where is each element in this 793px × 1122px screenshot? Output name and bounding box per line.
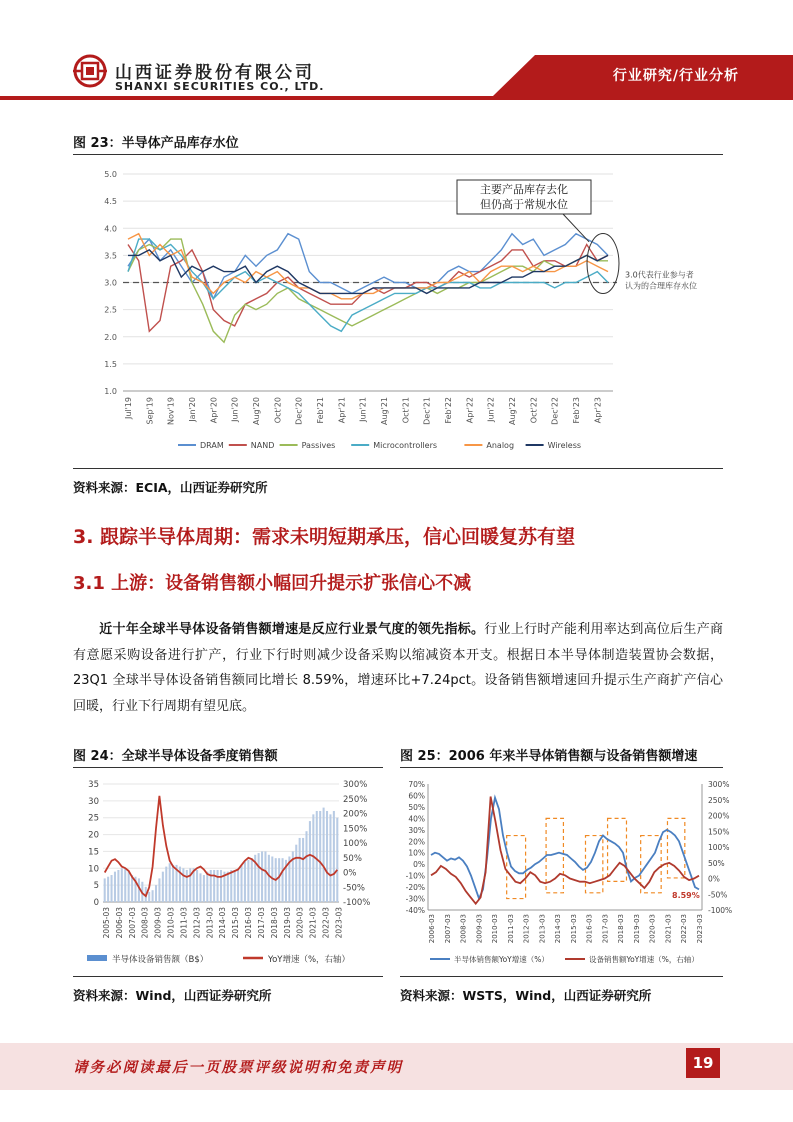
x-tick-label: Oct'20 — [273, 397, 283, 424]
equipment-sales-bar — [244, 862, 246, 902]
left-y-tick-label: 35 — [88, 780, 99, 790]
x-tick-label: Dec'22 — [550, 397, 560, 425]
left-y-tick-label: 50% — [408, 802, 425, 812]
x-tick-label: 2023-03 — [696, 914, 704, 944]
left-y-tick-label: 20 — [88, 830, 99, 841]
footer-disclaimer: 请务必阅读最后一页股票评级说明和免责声明 — [73, 1059, 403, 1076]
equipment-sales-bar — [264, 851, 266, 902]
x-tick-label: Feb'21 — [316, 397, 325, 424]
left-y-tick-label: -10% — [405, 871, 425, 881]
cycle-highlight-box — [507, 836, 526, 899]
equipment-sales-bar — [282, 858, 284, 902]
equipment-sales-bar — [155, 885, 157, 902]
x-tick-label: Aug'21 — [380, 397, 389, 425]
fig23-bottom-rule — [73, 468, 723, 469]
equipment-sales-bar — [234, 870, 236, 902]
reference-line-label: 认为的合理库存水位 — [625, 281, 697, 291]
x-tick-label: Sep'19 — [145, 397, 155, 425]
x-tick-label: Dec'21 — [422, 397, 432, 425]
fig24-source: 资料来源：Wind，山西证券研究所 — [73, 988, 272, 1003]
left-y-tick-label: 70% — [408, 780, 425, 789]
equipment-sales-bar — [227, 872, 229, 902]
left-y-tick-label: 30 — [88, 796, 99, 807]
x-tick-label: 2010-03 — [166, 907, 176, 939]
equipment-sales-bar — [295, 845, 297, 902]
x-tick-label: Apr'21 — [337, 397, 347, 424]
company-name-cn: 山西证券股份有限公司 — [115, 63, 315, 83]
x-tick-label: 2005-03 — [102, 907, 111, 939]
left-y-tick-label: -40% — [405, 906, 425, 915]
equipment-sales-yoy-line — [431, 797, 699, 904]
right-y-tick-label: 150% — [708, 827, 730, 837]
y-tick-label: 4.0 — [104, 224, 117, 234]
x-tick-label: 2022-03 — [680, 914, 689, 944]
legend-label: 设备销售额YoY增速（%，右轴） — [589, 955, 699, 964]
equipment-sales-bar — [336, 818, 338, 902]
equipment-sales-bar — [220, 870, 222, 902]
paragraph-body: 行业上行时产能利用率达到高位后生产商有意愿采购设备进行扩产，行业下行时则减少设备采购以缩减资本开支。根据日本半导体制造装置协会数据，23Q1 全球半导体设备销售额同比增长 8.59%，增速环比+7.24pct。设备销售额增速回升提示生产商扩产信心回暖，行业下行周期有望见底。 — [73, 622, 723, 714]
right-y-tick-label: 50% — [343, 853, 362, 864]
left-y-tick-label: 10 — [88, 864, 99, 875]
x-tick-label: 2012-03 — [192, 907, 202, 939]
equipment-sales-bar — [104, 878, 106, 902]
x-tick-label: 2021-03 — [664, 914, 673, 944]
legend-label: YoY增速（%，右轴） — [268, 955, 351, 965]
equipment-sales-bar — [199, 873, 201, 902]
x-tick-label: 2006-03 — [428, 914, 436, 944]
x-tick-label: Jun'21 — [358, 397, 368, 422]
x-tick-label: 2016-03 — [585, 914, 594, 944]
equipment-sales-bar — [124, 868, 126, 902]
equipment-sales-bar — [268, 855, 270, 902]
header-category: 行业研究/行业分析 — [612, 68, 739, 84]
equipment-sales-bar — [258, 853, 260, 902]
inventory-chart — [73, 158, 723, 460]
equipment-sales-bar — [316, 811, 318, 902]
x-tick-label: Jan'20 — [188, 397, 197, 422]
equipment-sales-bar — [305, 831, 307, 902]
y-tick-label: 2.5 — [104, 305, 117, 315]
equipment-sales-bar — [107, 877, 109, 902]
x-tick-label: 2009-03 — [475, 914, 484, 944]
right-y-tick-label: 200% — [343, 809, 368, 820]
x-tick-label: 2023-03 — [334, 907, 344, 939]
x-tick-label: 2016-03 — [244, 907, 254, 939]
semiconductor-sales-yoy-line — [431, 798, 699, 899]
x-tick-label: Apr'22 — [465, 397, 475, 424]
cycle-highlight-box — [585, 836, 602, 893]
x-tick-label: Jun'22 — [486, 397, 496, 422]
fig25-source: 资料来源：WSTS，Wind，山西证券研究所 — [400, 988, 652, 1003]
x-tick-label: 2017-03 — [601, 914, 610, 944]
legend-swatch-bar — [87, 955, 107, 961]
series-line-wireless — [128, 250, 608, 294]
right-y-tick-label: 250% — [343, 794, 368, 805]
fig23-top-rule — [73, 154, 723, 155]
equipment-sales-bar — [186, 870, 188, 902]
y-tick-label: 3.5 — [104, 251, 117, 261]
equipment-sales-bar — [237, 868, 239, 902]
equipment-sales-bar — [114, 872, 116, 902]
fig24-top-rule — [73, 767, 383, 768]
x-tick-label: 2013-03 — [538, 914, 547, 944]
x-tick-label: Apr'20 — [209, 397, 219, 424]
y-tick-label: 4.5 — [104, 197, 117, 207]
x-tick-label: 2020-03 — [295, 907, 305, 939]
equipment-sales-bar — [251, 858, 253, 902]
x-tick-label: 2022-03 — [321, 907, 331, 939]
right-y-tick-label: 300% — [343, 780, 368, 790]
x-tick-label: 2014-03 — [554, 914, 563, 944]
equipment-sales-bar — [111, 875, 113, 902]
page-number: 19 — [686, 1048, 720, 1078]
equipment-sales-bar — [278, 858, 280, 902]
legend-label: Analog — [486, 441, 515, 450]
right-y-tick-label: 50% — [708, 858, 725, 868]
right-y-tick-label: -50% — [343, 883, 365, 894]
section-heading: 3. 跟踪半导体周期：需求未明短期承压，信心回暖复苏有望 — [73, 526, 576, 548]
cycle-highlight-box — [608, 818, 627, 881]
annotation-line: 主要产品库存去化 — [480, 183, 568, 196]
right-y-tick-label: -100% — [343, 898, 371, 908]
equipment-sales-bar — [329, 814, 331, 902]
left-y-tick-label: -20% — [405, 883, 425, 893]
legend-label: 半导体销售额YoY增速（%） — [454, 955, 549, 964]
fig25-top-rule — [400, 767, 723, 768]
equipment-sales-bar — [323, 808, 325, 902]
equipment-sales-bar — [333, 811, 335, 902]
legend-label: Wireless — [547, 441, 582, 450]
legend-label: NAND — [250, 441, 275, 450]
x-tick-label: 2020-03 — [648, 914, 657, 944]
left-y-tick-label: 40% — [408, 814, 425, 824]
left-y-tick-label: 10% — [408, 848, 425, 858]
left-y-tick-label: 20% — [408, 837, 425, 847]
x-tick-label: 2018-03 — [617, 914, 626, 944]
x-tick-label: 2011-03 — [179, 907, 189, 939]
legend-label: DRAM — [200, 441, 224, 450]
x-tick-label: 2013-03 — [205, 907, 215, 939]
fig24-title: 图 24：全球半导体设备季度销售额 — [73, 749, 278, 764]
x-tick-label: 2007-03 — [127, 907, 137, 939]
annotation-line: 但仍高于常规水位 — [480, 198, 568, 211]
equipment-sales-bar — [169, 863, 171, 902]
x-tick-label: 2014-03 — [218, 907, 228, 939]
legend-label: Passives — [301, 441, 336, 450]
left-y-tick-label: -30% — [405, 894, 425, 904]
equipment-sales-bar — [240, 865, 242, 902]
left-y-tick-label: 0% — [413, 860, 425, 870]
x-tick-label: 2010-03 — [491, 914, 500, 944]
equipment-sales-bar — [206, 872, 208, 902]
company-logo-icon — [73, 54, 107, 88]
x-tick-label: 2019-03 — [282, 907, 292, 939]
equipment-sales-bar — [302, 838, 304, 902]
equipment-sales-bar — [299, 838, 301, 902]
x-tick-label: 2015-03 — [231, 907, 241, 939]
y-tick-label: 1.5 — [104, 359, 117, 369]
sales-vs-equipment-chart — [400, 772, 733, 972]
right-y-tick-label: 100% — [708, 843, 730, 852]
y-tick-label: 5.0 — [104, 170, 117, 179]
equipment-sales-bar — [312, 814, 314, 902]
equipment-sales-bar — [261, 851, 263, 902]
x-tick-label: Feb'23 — [572, 397, 581, 424]
x-tick-label: 2021-03 — [308, 907, 318, 939]
legend-label: Microcontrollers — [373, 441, 438, 450]
equipment-sales-bar — [152, 890, 154, 902]
equipment-sales-chart — [73, 772, 383, 972]
x-tick-label: 2011-03 — [506, 914, 515, 944]
right-y-tick-label: -100% — [708, 906, 733, 915]
x-tick-label: 2018-03 — [269, 907, 279, 939]
x-tick-label: 2006-03 — [114, 907, 124, 939]
x-tick-label: 2008-03 — [140, 907, 150, 939]
x-tick-label: Nov'19 — [166, 397, 176, 425]
company-name-en: SHANXI SECURITIES CO., LTD. — [115, 80, 325, 93]
body-paragraph — [73, 617, 723, 719]
equipment-sales-bar — [121, 868, 123, 902]
equipment-sales-bar — [319, 811, 321, 902]
equipment-sales-bar — [162, 872, 164, 902]
equipment-sales-bar — [148, 892, 150, 902]
right-y-tick-label: 150% — [343, 824, 368, 835]
equipment-sales-bar — [309, 821, 311, 902]
x-tick-label: Jun'20 — [230, 397, 240, 422]
equipment-sales-bar — [172, 865, 174, 902]
x-tick-label: Oct'22 — [529, 397, 539, 424]
y-tick-label: 1.0 — [104, 387, 117, 396]
equipment-sales-bar — [196, 870, 198, 902]
fig25-title: 图 25：2006 年来半导体销售额与设备销售额增速 — [400, 749, 698, 764]
equipment-sales-bar — [158, 878, 160, 902]
equipment-sales-bar — [217, 870, 219, 902]
left-y-tick-label: 5 — [93, 881, 99, 892]
x-tick-label: 2012-03 — [522, 914, 531, 944]
header-rule — [0, 96, 793, 100]
x-tick-label: 2019-03 — [632, 914, 641, 944]
x-tick-label: Oct'21 — [401, 397, 411, 424]
reference-line-label: 3.0代表行业参与者 — [625, 270, 694, 280]
x-tick-label: Aug'20 — [252, 397, 261, 425]
equipment-sales-bar — [326, 811, 328, 902]
right-y-tick-label: 300% — [708, 780, 730, 789]
x-tick-label: Dec'20 — [294, 397, 304, 425]
x-tick-label: Jul'19 — [124, 397, 133, 420]
equipment-sales-bar — [230, 870, 232, 902]
left-y-tick-label: 15 — [88, 847, 99, 858]
fig25-bottom-rule — [400, 976, 723, 977]
right-y-tick-label: 0% — [708, 874, 720, 884]
fig23-title: 图 23：半导体产品库存水位 — [73, 136, 239, 151]
subsection-heading: 3.1 上游：设备销售额小幅回升提示扩张信心不减 — [73, 573, 472, 594]
x-tick-label: 2009-03 — [153, 907, 163, 939]
right-y-tick-label: 100% — [343, 839, 368, 849]
left-y-tick-label: 0 — [93, 898, 99, 908]
equipment-sales-bar — [117, 870, 119, 902]
equipment-sales-bar — [128, 872, 130, 902]
right-y-tick-label: 250% — [708, 795, 730, 805]
fig24-bottom-rule — [73, 976, 383, 977]
paragraph-lead: 近十年全球半导体设备销售额增速是反应行业景气度的领先指标。 — [99, 622, 485, 637]
equipment-sales-bar — [247, 860, 249, 902]
x-tick-label: 2017-03 — [256, 907, 266, 939]
x-tick-label: Feb'22 — [444, 397, 453, 424]
latest-value-label: 8.59% — [672, 891, 700, 900]
equipment-sales-bar — [182, 868, 184, 902]
x-tick-label: 2015-03 — [569, 914, 578, 944]
left-y-tick-label: 25 — [88, 813, 99, 824]
x-tick-label: 2007-03 — [443, 914, 452, 944]
x-tick-label: 2008-03 — [459, 914, 468, 944]
left-y-tick-label: 30% — [408, 825, 425, 835]
right-y-tick-label: 0% — [343, 868, 357, 879]
equipment-sales-bar — [203, 875, 205, 902]
right-y-tick-label: -50% — [708, 890, 728, 900]
x-tick-label: Apr'23 — [593, 397, 603, 424]
equipment-sales-bar — [165, 867, 167, 902]
y-tick-label: 3.0 — [104, 278, 117, 288]
left-y-tick-label: 60% — [408, 791, 425, 801]
x-tick-label: Aug'22 — [508, 397, 517, 425]
legend-label: 半导体设备销售额（B$） — [112, 955, 209, 965]
right-y-tick-label: 200% — [708, 811, 730, 821]
y-tick-label: 2.0 — [104, 332, 117, 342]
fig23-source: 资料来源：ECIA，山西证券研究所 — [73, 480, 268, 495]
